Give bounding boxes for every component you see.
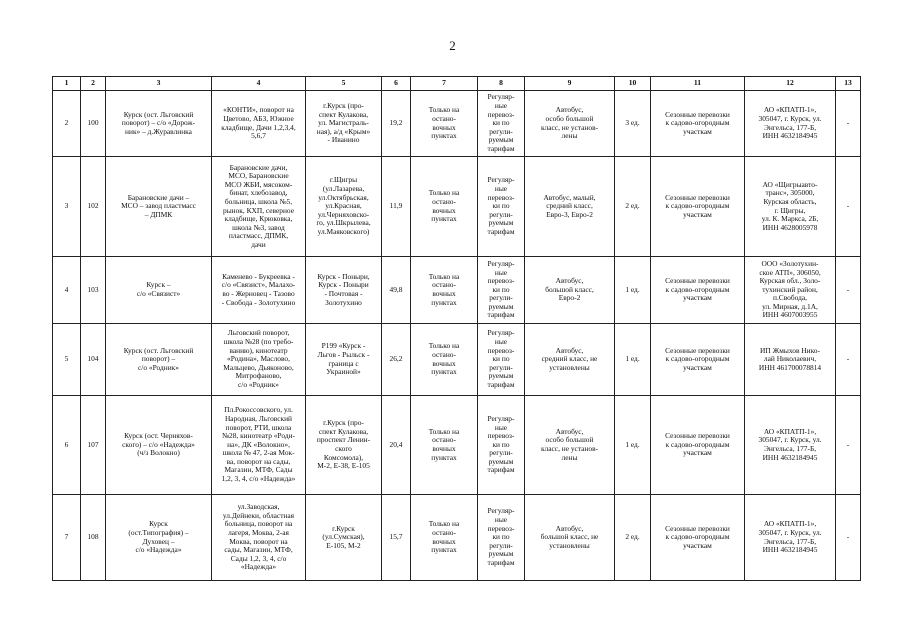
table-row <box>53 157 861 257</box>
col-header-6: 6 <box>382 77 411 91</box>
col-header-2: 2 <box>81 77 106 91</box>
table-row <box>53 324 861 396</box>
route-streets: Курск - Поныри, Курск - Поныри - Почтовая - Золотухино <box>306 257 382 324</box>
route-characteristics: Сезонные перевозки к садово-огородным участкам <box>651 495 745 581</box>
vehicle-class: Автобус, особо большой класс, не установ- лены <box>525 396 615 495</box>
route-streets: г.Курск (про- спект Кулакова, проспект Ленин- ского Комсомола), М-2, Е-38, Е-105 <box>306 396 382 495</box>
route-streets: г.Курск (про- спект Кулакова, ул. Магистраль- ная), а/д «Крым» - Иванино <box>306 91 382 157</box>
col-header-11: 11 <box>651 77 745 91</box>
route-stops: Льговский поворот, школа №28 (по требо- ванию), кинотеатр «Родина», Маслово, Мальцево, Дьяконово, Митрофаново, с/о «Родник» <box>212 324 306 396</box>
route-register-table <box>52 76 861 581</box>
vehicle-class: Автобус, средний класс, не установлены <box>525 324 615 396</box>
carrier-info: ИП Жмыхов Нико- лай Николаевич, ИНН 461700078814 <box>745 324 836 396</box>
route-characteristics: Сезонные перевозки к садово-огородным участкам <box>651 396 745 495</box>
transport-type: Регуляр- ные перевоз- ки по регули- руемым тарифам <box>478 157 525 257</box>
table-row <box>53 257 861 324</box>
route-name: Курск (ост. Черняхов- ского) – с/о «Надежда» (ч/з Волокно) <box>106 396 212 495</box>
row-index: 4 <box>53 257 81 324</box>
transport-type: Регуляр- ные перевоз- ки по регули- руемым тарифам <box>478 257 525 324</box>
col-header-3: 3 <box>106 77 212 91</box>
route-length: 26,2 <box>382 324 411 396</box>
boarding-procedure: Только на остано- вочных пунктах <box>411 257 478 324</box>
route-name: Курск – с/о «Связист» <box>106 257 212 324</box>
route-stops: Каменево - Букреевка - с/о «Связист», Малахо- во - Жерновец - Тазово - Свобода - Золотухино <box>212 257 306 324</box>
route-length: 11,9 <box>382 157 411 257</box>
route-name: Курск (ост.Типография) – Духовец – с/о «Надежда» <box>106 495 212 581</box>
route-number: 107 <box>81 396 106 495</box>
extra-column: - <box>836 91 861 157</box>
route-streets: г.Курск (ул.Сумская), Е-105, М-2 <box>306 495 382 581</box>
extra-column: - <box>836 257 861 324</box>
route-length: 49,8 <box>382 257 411 324</box>
column-number-row <box>53 77 861 91</box>
route-number: 108 <box>81 495 106 581</box>
boarding-procedure: Только на остано- вочных пунктах <box>411 157 478 257</box>
vehicle-class: Автобус, большой класс, не установлены <box>525 495 615 581</box>
col-header-9: 9 <box>525 77 615 91</box>
carrier-info: АО «КПАТП-1», 305047, г. Курск, ул. Энгельса, 177-Б, ИНН 4632184945 <box>745 396 836 495</box>
page-number: 2 <box>449 38 456 53</box>
col-header-1: 1 <box>53 77 81 91</box>
route-streets: Р199 «Курск - Льгов - Рыльск - граница с Украиной» <box>306 324 382 396</box>
carrier-info: АО «КПАТП-1», 305047, г. Курск, ул. Энгельса, 177-Б, ИНН 4632184945 <box>745 495 836 581</box>
route-number: 103 <box>81 257 106 324</box>
row-index: 7 <box>53 495 81 581</box>
route-number: 100 <box>81 91 106 157</box>
boarding-procedure: Только на остано- вочных пунктах <box>411 396 478 495</box>
extra-column: - <box>836 495 861 581</box>
route-characteristics: Сезонные перевозки к садово-огородным участкам <box>651 257 745 324</box>
col-header-5: 5 <box>306 77 382 91</box>
table-row <box>53 495 861 581</box>
vehicle-class: Автобус, особо большой класс, не установ- лены <box>525 91 615 157</box>
carrier-info: АО «КПАТП-1», 305047, г. Курск, ул. Энгельса, 177-Б, ИНН 4632184945 <box>745 91 836 157</box>
route-stops: Барановские дачи, МСО, Барановские МСО ЖБИ, мясоком- бинат, хлебозавод, больница, школа №5, рынок, КХП, северное кладбище, Крюковка, школа №3, завод пластмасс, ДПМК, дачи <box>212 157 306 257</box>
route-characteristics: Сезонные перевозки к садово-огородным участкам <box>651 91 745 157</box>
vehicle-count: 1 ед. <box>615 324 651 396</box>
col-header-12: 12 <box>745 77 836 91</box>
transport-type: Регуляр- ные перевоз- ки по регули- руемым тарифам <box>478 91 525 157</box>
extra-column: - <box>836 324 861 396</box>
route-stops: «КОНТИ», поворот на Цветово, АБЗ, Южное кладбище, Дачи 1,2,3,4, 5,6,7 <box>212 91 306 157</box>
route-streets: г.Щигры (ул.Лазарева, ул.Октябрьская, ул.Красная, ул.Черняховско- го, ул.Шкрылева, ул.Маяковского) <box>306 157 382 257</box>
route-length: 20,4 <box>382 396 411 495</box>
vehicle-count: 2 ед. <box>615 157 651 257</box>
route-name: Барановские дачи – МСО – завод пластмасс – ДПМК <box>106 157 212 257</box>
route-stops: Пл.Рокоссовского, ул. Народная, Льговский поворот, РТИ, школа №28, кинотеатр «Роди- на», ДК «Волокно», школа № 47, 2-ая Мок- ва, поворот на сады, Магазин, МТФ, Сады 1,2, 3, 4, с/о «Надежда» <box>212 396 306 495</box>
vehicle-count: 2 ед. <box>615 495 651 581</box>
col-header-4: 4 <box>212 77 306 91</box>
route-stops: ул.Заводская, ул.Дейнеки, областная больница, поворот на лагеря, Моква, 2-ая Моква, поворот на сады, Магазин, МТФ, Сады 1,2, 3, 4, с/о «Надежда» <box>212 495 306 581</box>
row-index: 2 <box>53 91 81 157</box>
boarding-procedure: Только на остано- вочных пунктах <box>411 324 478 396</box>
route-name: Курск (ост. Льговский поворот) – с/о «Родник» <box>106 324 212 396</box>
col-header-7: 7 <box>411 77 478 91</box>
vehicle-class: Автобус, большой класс, Евро-2 <box>525 257 615 324</box>
col-header-8: 8 <box>478 77 525 91</box>
transport-type: Регуляр- ные перевоз- ки по регули- руемым тарифам <box>478 396 525 495</box>
route-characteristics: Сезонные перевозки к садово-огородным участкам <box>651 324 745 396</box>
vehicle-count: 3 ед. <box>615 91 651 157</box>
carrier-info: ООО «Золотухин- ское АТП», 306050, Курская обл., Золо- тухинский район, п.Свобода, ул. Мирная, д.1А, ИНН 4607003955 <box>745 257 836 324</box>
vehicle-count: 1 ед. <box>615 396 651 495</box>
boarding-procedure: Только на остано- вочных пунктах <box>411 91 478 157</box>
vehicle-count: 1 ед. <box>615 257 651 324</box>
table-row <box>53 91 861 157</box>
route-number: 104 <box>81 324 106 396</box>
route-number: 102 <box>81 157 106 257</box>
row-index: 5 <box>53 324 81 396</box>
route-length: 19,2 <box>382 91 411 157</box>
row-index: 6 <box>53 396 81 495</box>
route-name: Курск (ост. Льговский поворот) – с/о «Дорож- ник» – д.Журавлинка <box>106 91 212 157</box>
table-row <box>53 396 861 495</box>
transport-type: Регуляр- ные перевоз- ки по регули- руемым тарифам <box>478 495 525 581</box>
col-header-13: 13 <box>836 77 861 91</box>
extra-column: - <box>836 396 861 495</box>
route-length: 15,7 <box>382 495 411 581</box>
vehicle-class: Автобус, малый, средний класс, Евро-3, Евро-2 <box>525 157 615 257</box>
transport-type: Регуляр- ные перевоз- ки по регули- руемым тарифам <box>478 324 525 396</box>
route-characteristics: Сезонные перевозки к садово-огородным участкам <box>651 157 745 257</box>
boarding-procedure: Только на остано- вочных пунктах <box>411 495 478 581</box>
carrier-info: АО «Щигрыавто- транс», 305000, Курская область, г. Щигры, ул. К. Маркса, 2Б, ИНН 4628005978 <box>745 157 836 257</box>
col-header-10: 10 <box>615 77 651 91</box>
row-index: 3 <box>53 157 81 257</box>
extra-column: - <box>836 157 861 257</box>
